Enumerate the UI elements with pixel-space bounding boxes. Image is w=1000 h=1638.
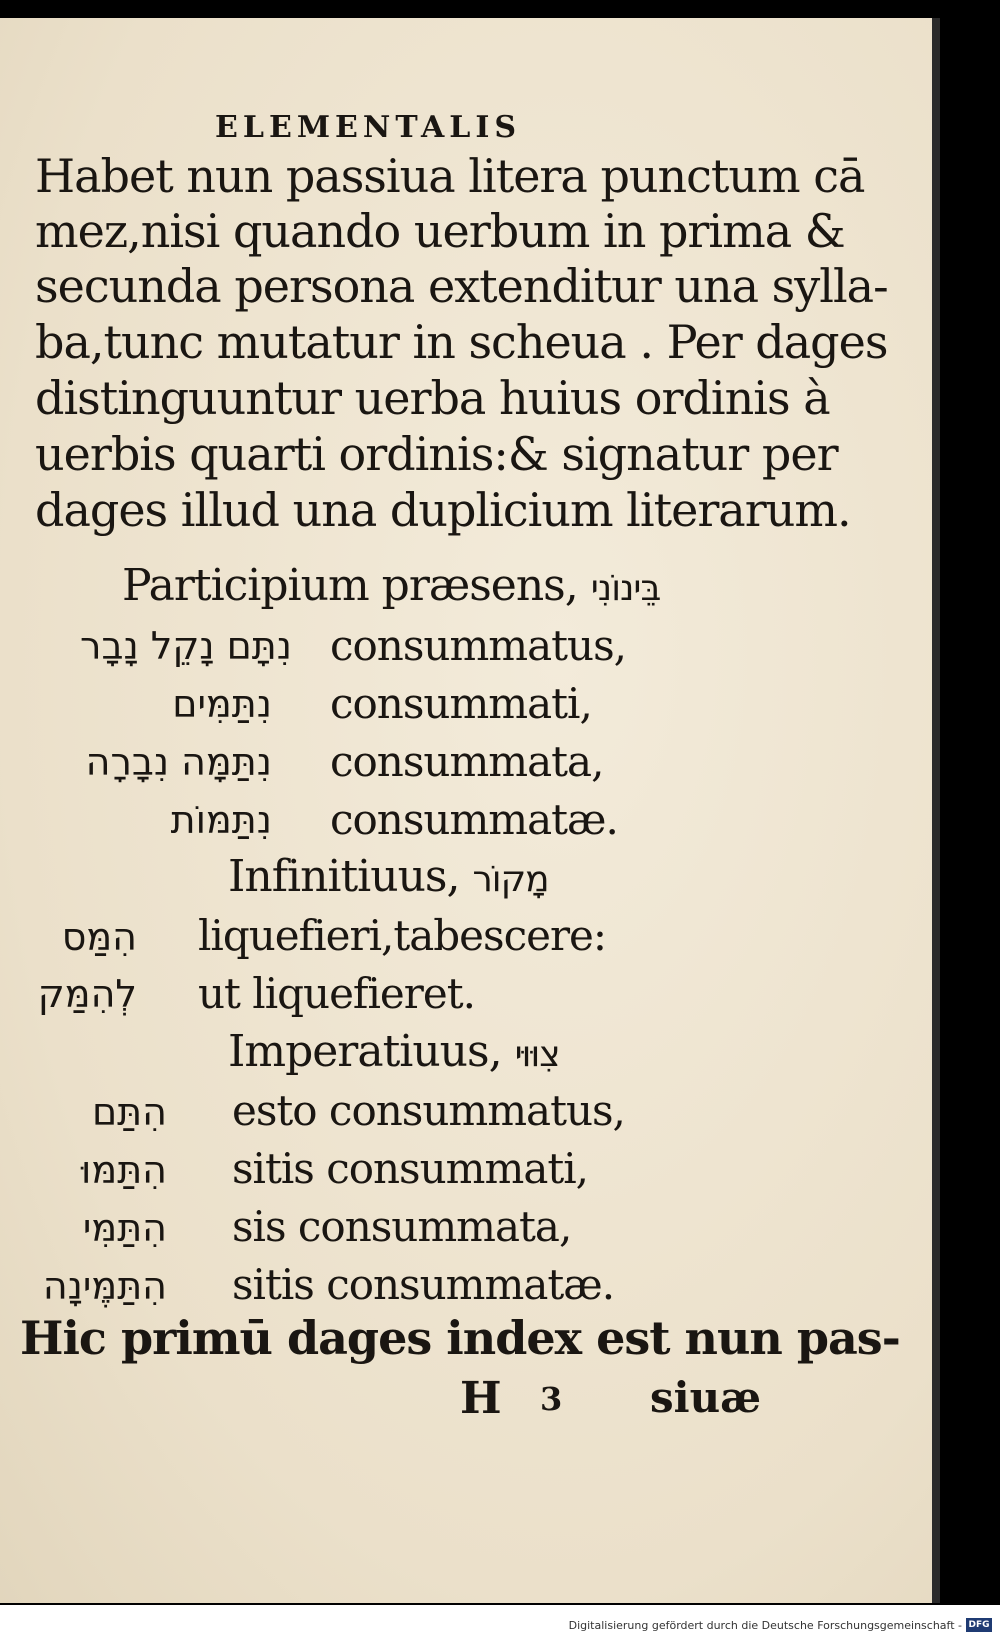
paragraph-line: Habet nun passiua litera punctum cā <box>35 149 865 203</box>
paragraph-line: dages illud una duplicium literarum. <box>35 483 851 537</box>
hebrew-form: הִמַּס <box>61 915 137 959</box>
hebrew-form: נִתָּם נָקֵל נָבָר <box>80 624 292 668</box>
infinitiuus-heading-latin: Infinitiuus, <box>228 851 460 902</box>
signature-mark: H <box>460 1373 502 1424</box>
closing-line: Hic primū dages index est nun pas- <box>20 1311 900 1365</box>
hebrew-form: הִתַּמִּי <box>82 1206 167 1250</box>
hebrew-form: נִתַּמִּים <box>172 682 272 726</box>
hebrew-form: לְהִמַּק <box>37 972 137 1016</box>
paragraph-line: mez,nisi quando uerbum in prima & <box>35 204 845 258</box>
signature-number: 3 <box>540 1380 563 1418</box>
hebrew-form: הִתַּם <box>91 1090 167 1134</box>
imperatiuus-heading <box>228 1026 560 1077</box>
catchword: siuæ <box>650 1373 762 1422</box>
paragraph-line: uerbis quarti ordinis:& signatur per <box>35 427 838 481</box>
funding-credit: Digitalisierung gefördert durch die Deutsche Forschungsgemeinschaft - <box>568 1619 962 1632</box>
infinitiuus-heading <box>228 851 549 902</box>
participium-heading-latin: Participium præsens, <box>122 560 578 611</box>
latin-gloss: sis consummata, <box>232 1202 572 1251</box>
paragraph-line: distinguuntur uerba huius ordinis à <box>35 371 830 425</box>
latin-gloss: consummatæ. <box>330 795 618 844</box>
book-page <box>0 18 940 1603</box>
latin-gloss: liquefieri,tabescere: <box>198 911 607 960</box>
infinitiuus-heading-hebrew: מָקוֹר <box>472 859 549 900</box>
latin-gloss: ut liquefieret. <box>198 969 475 1018</box>
imperatiuus-heading-latin: Imperatiuus, <box>228 1026 502 1077</box>
hebrew-form: הִתַּמּוּ <box>81 1148 167 1192</box>
imperatiuus-heading-hebrew: צִוּוּי <box>514 1034 560 1075</box>
participium-heading-hebrew: בֵּינוֹנִי <box>590 568 661 609</box>
latin-gloss: sitis consummatæ. <box>232 1260 615 1309</box>
paragraph-line: secunda persona extenditur una sylla- <box>35 259 888 313</box>
latin-gloss: sitis consummati, <box>232 1144 589 1193</box>
latin-gloss: esto consummatus, <box>232 1086 625 1135</box>
participium-heading <box>122 560 660 611</box>
paragraph-line: ba,tunc mutatur in scheua . Per dages <box>35 315 888 369</box>
latin-gloss: consummati, <box>330 679 592 728</box>
hebrew-form: הִתַּמֶּינָה <box>42 1264 167 1308</box>
running-head: ELEMENTALIS <box>215 110 522 145</box>
hebrew-form: נִתַּמָּה נִבָרָה <box>85 740 272 784</box>
dfg-logo: DFG <box>966 1618 992 1632</box>
hebrew-form: נִתַּמּוֹת <box>170 798 272 842</box>
latin-gloss: consummata, <box>330 737 604 786</box>
latin-gloss: consummatus, <box>330 621 626 670</box>
